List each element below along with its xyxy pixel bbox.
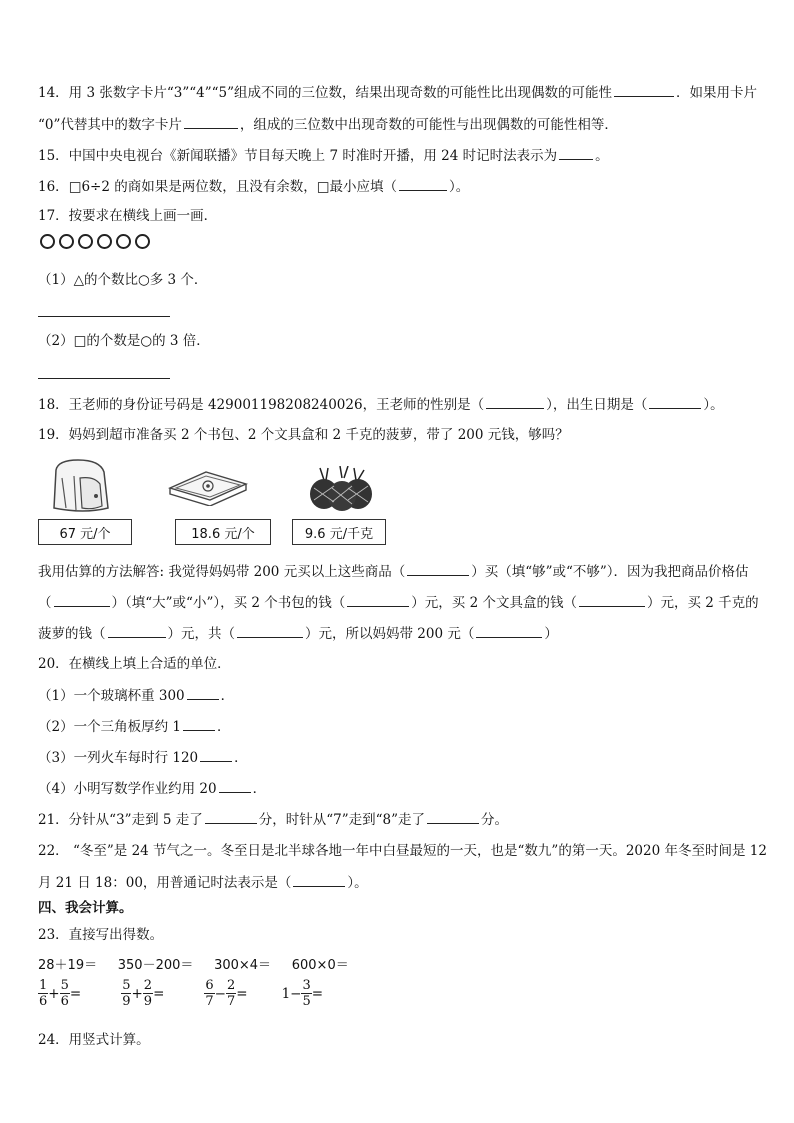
pineapple-icon bbox=[306, 466, 378, 512]
fraction-expr: $\frac{5}{9}$ + $\frac{2}{9}$ = bbox=[122, 978, 165, 1009]
circle-icon bbox=[135, 234, 150, 249]
q22-line1: 22． “冬至”是 24 节气之一。冬至日是北半球各地一年中白昼最短的一天，也是“数九”的第一天。2020 年冬至时间是 12 bbox=[38, 843, 767, 859]
q14-line2: “0”代替其中的数字卡片 ，组成的三位数中出现奇数的可能性与出现偶数的可能性相等． bbox=[38, 114, 618, 135]
q22-line2: 月 21 日 18：00，用普通记时法表示是（ ）。 bbox=[38, 872, 368, 893]
q24-title: 24．用竖式计算。 bbox=[38, 1032, 150, 1048]
answer-blank[interactable] bbox=[187, 685, 219, 700]
answer-blank[interactable] bbox=[200, 747, 232, 762]
answer-blank[interactable] bbox=[293, 872, 345, 887]
q20-item-2: （2）一个三角板厚约 1 ． bbox=[38, 716, 230, 737]
q19-line3: 菠萝的钱（ ）元，共（ ）元，所以妈妈带 200 元（ ） bbox=[38, 623, 558, 644]
price-pineapple: 9.6 元/千克 bbox=[292, 519, 386, 545]
answer-blank[interactable] bbox=[183, 716, 215, 731]
fraction-expr: $\frac{6}{7}$ − $\frac{2}{7}$ = bbox=[205, 978, 248, 1009]
q15: 15．中国中央电视台《新闻联播》节目每天晚上 7 时准时开播，用 24 时记时法表示为 。 bbox=[38, 145, 609, 166]
circle-row bbox=[40, 234, 150, 249]
answer-blank[interactable] bbox=[108, 623, 166, 638]
drawing-line[interactable] bbox=[38, 378, 170, 379]
price-pencil-case: 18.6 元/个 bbox=[175, 519, 271, 545]
price-backpack: 67 元/个 bbox=[38, 519, 132, 545]
circle-icon bbox=[59, 234, 74, 249]
answer-blank[interactable] bbox=[54, 592, 110, 607]
answer-blank[interactable] bbox=[347, 592, 409, 607]
answer-blank[interactable] bbox=[649, 394, 701, 409]
backpack-icon bbox=[44, 456, 116, 516]
answer-blank[interactable] bbox=[184, 114, 238, 129]
q16: 16．□6÷2 的商如果是两位数，且没有余数，□最小应填（ ）。 bbox=[38, 176, 469, 197]
q19-line1: 我用估算的方法解答: 我觉得妈妈带 200 元买以上这些商品（ ）买（填“够”或“不够”）．因为我把商品价格估 bbox=[38, 561, 749, 582]
pencil-case-icon bbox=[166, 466, 250, 506]
q20-item-3: （3）一列火车每时行 120 ． bbox=[38, 747, 248, 768]
q21: 21．分针从“3”走到 5 走了 分，时针从“7”走到“8”走了 分。 bbox=[38, 809, 508, 830]
q17-sub1: （1）△的个数比○多 3 个． bbox=[38, 272, 208, 288]
q20-title: 20．在横线上填上合适的单位． bbox=[38, 656, 231, 672]
circle-icon bbox=[116, 234, 131, 249]
q17-title: 17．按要求在横线上画一画． bbox=[38, 208, 218, 224]
answer-blank[interactable] bbox=[476, 623, 542, 638]
circle-icon bbox=[78, 234, 93, 249]
q14-line1: 14．用 3 张数字卡片“3”“4”“5”组成不同的三位数，结果出现奇数的可能性比出现偶数的可能性 ．如果用卡片 bbox=[38, 82, 757, 103]
answer-blank[interactable] bbox=[486, 394, 544, 409]
drawing-line[interactable] bbox=[38, 316, 170, 317]
answer-blank[interactable] bbox=[407, 561, 469, 576]
answer-blank[interactable] bbox=[237, 623, 303, 638]
fraction-expr: 1− $\frac{3}{5}$ = bbox=[281, 978, 324, 1009]
q19-title: 19．妈妈到超市准备买 2 个书包、2 个文具盒和 2 千克的菠萝，带了 200 元钱，够吗？ bbox=[38, 427, 569, 443]
q17-sub2: （2）□的个数是○的 3 倍． bbox=[38, 333, 210, 349]
q19-line2: （ ）（填“大”或“小”），买 2 个书包的钱（ ）元，买 2 个文具盒的钱（ ）元，买 2 千克的 bbox=[38, 592, 759, 613]
circle-icon bbox=[40, 234, 55, 249]
q20-item-1: （1）一个玻璃杯重 300 ． bbox=[38, 685, 234, 706]
answer-blank[interactable] bbox=[427, 809, 479, 824]
answer-blank[interactable] bbox=[399, 176, 447, 191]
q20-item-4: （4）小明写数学作业约用 20 ． bbox=[38, 778, 266, 799]
section-heading: 四、我会计算。 bbox=[38, 900, 133, 916]
q23-title: 23．直接写出得数。 bbox=[38, 927, 164, 943]
answer-blank[interactable] bbox=[559, 145, 593, 160]
fraction-expr: $\frac{1}{6}$ + $\frac{5}{6}$ = bbox=[39, 978, 82, 1009]
answer-blank[interactable] bbox=[205, 809, 257, 824]
circle-icon bbox=[97, 234, 112, 249]
q18: 18．王老师的身份证号码是 429001198208240026，王老师的性别是（ ），出生日期是（ ）。 bbox=[38, 394, 724, 415]
q23-row1: 28＋19＝ 350－200＝ 300×4＝ 600×0＝ bbox=[38, 958, 349, 973]
answer-blank[interactable] bbox=[614, 82, 674, 97]
q23-fraction-row bbox=[38, 978, 323, 1009]
answer-blank[interactable] bbox=[579, 592, 645, 607]
answer-blank[interactable] bbox=[219, 778, 251, 793]
